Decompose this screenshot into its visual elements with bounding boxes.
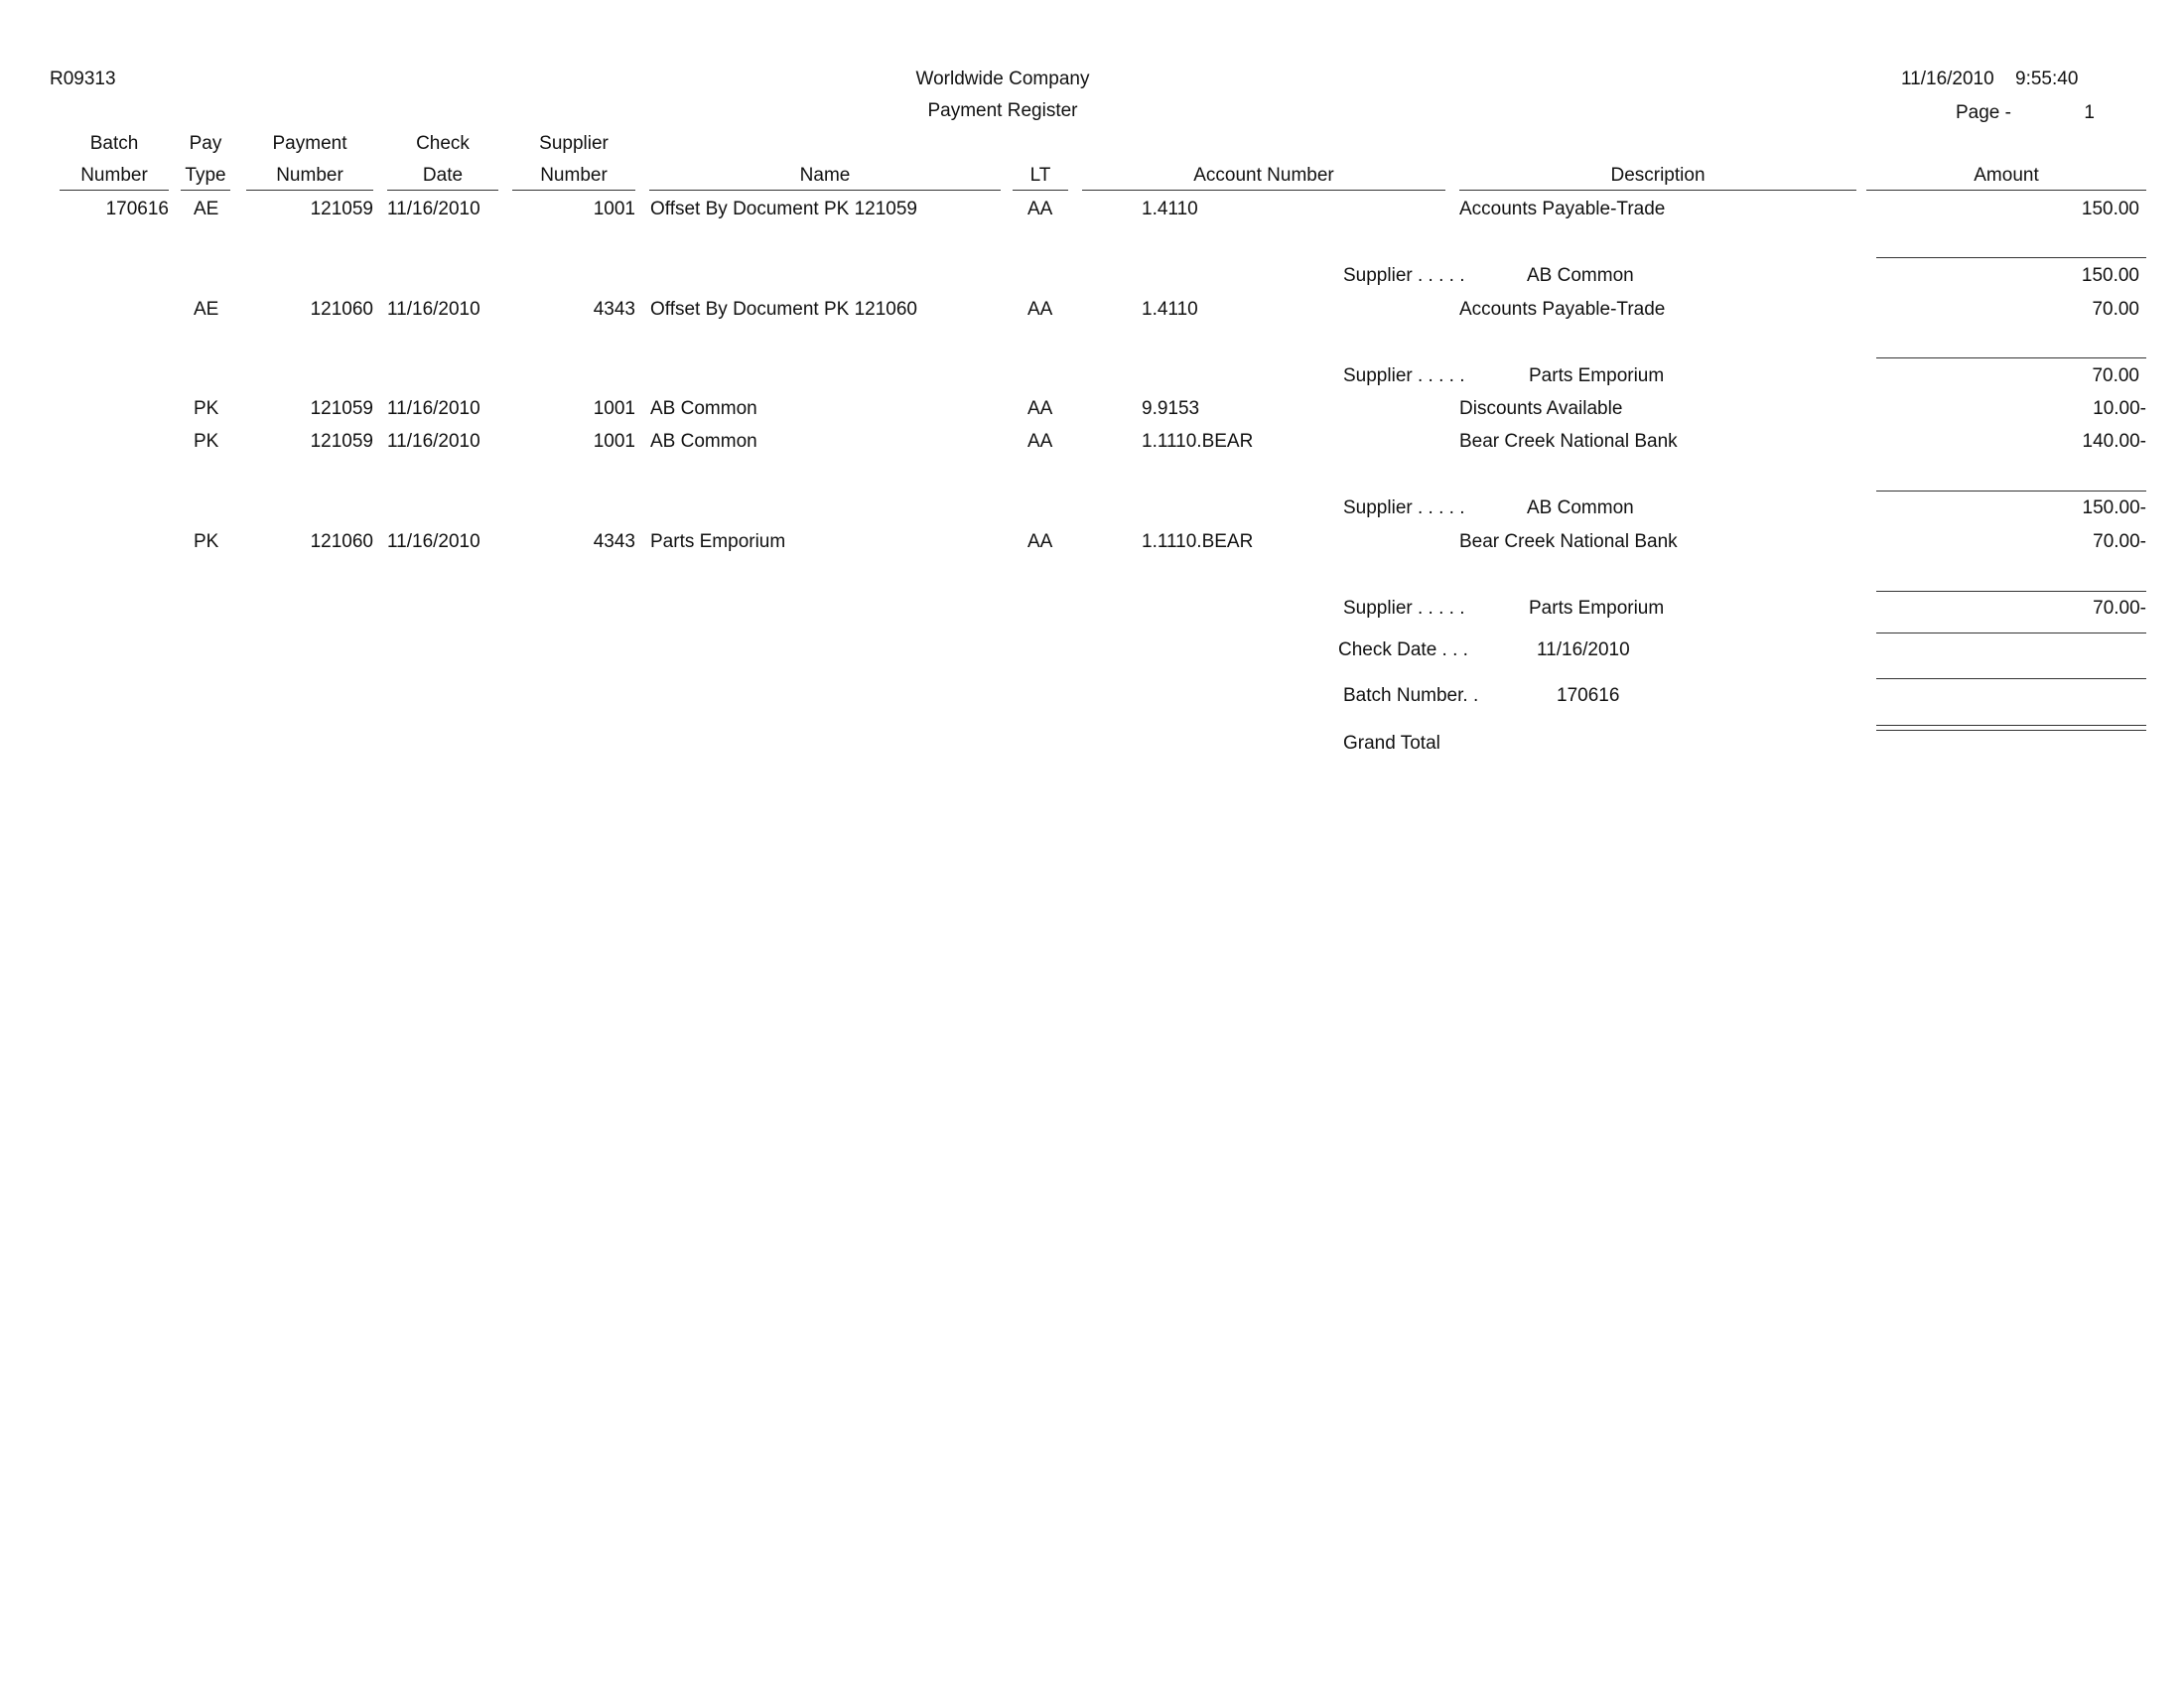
col-paytype-rule bbox=[181, 190, 230, 191]
cell-pay-type: PK bbox=[194, 398, 219, 419]
col-check-line2: Date bbox=[422, 165, 464, 186]
col-paytype-line2: Type bbox=[185, 165, 226, 186]
batch-total-value: 170616 bbox=[1557, 685, 1620, 706]
col-supplier-rule bbox=[512, 190, 635, 191]
cell-check-date: 11/16/2010 bbox=[387, 398, 480, 419]
cell-lt: AA bbox=[1027, 431, 1053, 452]
cell-payment-number: 121060 bbox=[310, 531, 373, 552]
cell-name: AB Common bbox=[650, 398, 757, 419]
cell-description: Accounts Payable-Trade bbox=[1459, 199, 1666, 219]
col-description: Description bbox=[1610, 165, 1706, 186]
cell-check-date: 11/16/2010 bbox=[387, 531, 480, 552]
col-check-rule bbox=[387, 190, 498, 191]
col-payment-rule bbox=[246, 190, 373, 191]
report-date: 11/16/2010 bbox=[1901, 69, 1994, 89]
cell-lt: AA bbox=[1027, 398, 1053, 419]
cell-pay-type: PK bbox=[194, 431, 219, 452]
check-date-total-value: 11/16/2010 bbox=[1537, 639, 1630, 660]
col-description-rule bbox=[1459, 190, 1856, 191]
cell-amount: 10.00- bbox=[2093, 398, 2146, 419]
cell-payment-number: 121060 bbox=[310, 299, 373, 320]
cell-check-date: 11/16/2010 bbox=[387, 431, 480, 452]
cell-lt: AA bbox=[1027, 531, 1053, 552]
col-amount: Amount bbox=[1974, 165, 2039, 186]
col-name: Name bbox=[799, 165, 851, 186]
cell-name: AB Common bbox=[650, 431, 757, 452]
cell-name: Parts Emporium bbox=[650, 531, 786, 552]
report-title: Payment Register bbox=[927, 100, 1078, 121]
cell-amount: 70.00- bbox=[2093, 531, 2146, 552]
cell-description: Discounts Available bbox=[1459, 398, 1623, 419]
cell-payment-number: 121059 bbox=[310, 199, 373, 219]
col-check-line1: Check bbox=[416, 133, 470, 154]
cell-check-date: 11/16/2010 bbox=[387, 199, 480, 219]
cell-lt: AA bbox=[1027, 299, 1053, 320]
subtotal-supplier-name: AB Common bbox=[1527, 265, 1634, 286]
check-date-total-label: Check Date . . . bbox=[1338, 639, 1468, 660]
subtotal-rule bbox=[1876, 591, 2146, 592]
cell-supplier-number: 4343 bbox=[593, 299, 635, 320]
col-batch-line2: Number bbox=[80, 165, 148, 186]
col-supplier-line1: Supplier bbox=[539, 133, 609, 154]
subtotal-supplier-name: Parts Emporium bbox=[1529, 365, 1665, 386]
cell-pay-type: AE bbox=[194, 199, 219, 219]
subtotal-amount: 70.00 bbox=[2092, 365, 2139, 386]
cell-name: Offset By Document PK 121060 bbox=[650, 299, 917, 320]
cell-amount: 150.00 bbox=[2081, 199, 2139, 219]
subtotal-supplier-name: AB Common bbox=[1527, 497, 1634, 518]
batch-total-label: Batch Number. . bbox=[1343, 685, 1479, 706]
cell-pay-type: AE bbox=[194, 299, 219, 320]
cell-check-date: 11/16/2010 bbox=[387, 299, 480, 320]
col-payment-line1: Payment bbox=[272, 133, 347, 154]
cell-batch: 170616 bbox=[105, 199, 169, 219]
col-amount-rule bbox=[1866, 190, 2146, 191]
cell-supplier-number: 1001 bbox=[593, 199, 635, 219]
cell-payment-number: 121059 bbox=[310, 431, 373, 452]
cell-account: 1.1110.BEAR bbox=[1142, 431, 1254, 452]
cell-supplier-number: 1001 bbox=[593, 398, 635, 419]
report-id: R09313 bbox=[50, 69, 116, 89]
cell-account: 1.4110 bbox=[1142, 299, 1198, 320]
cell-amount: 70.00 bbox=[2092, 299, 2139, 320]
cell-amount: 140.00- bbox=[2082, 431, 2146, 452]
col-lt-rule bbox=[1013, 190, 1068, 191]
cell-account: 9.9153 bbox=[1142, 398, 1200, 419]
col-lt: LT bbox=[1029, 165, 1051, 186]
grand-total-label: Grand Total bbox=[1343, 733, 1440, 754]
col-account: Account Number bbox=[1193, 165, 1334, 186]
cell-account: 1.4110 bbox=[1142, 199, 1198, 219]
cell-description: Bear Creek National Bank bbox=[1459, 431, 1678, 452]
col-supplier-line2: Number bbox=[540, 165, 608, 186]
subtotal-label: Supplier . . . . . bbox=[1343, 265, 1465, 286]
page-number: 1 bbox=[2084, 102, 2095, 123]
cell-lt: AA bbox=[1027, 199, 1053, 219]
report-time: 9:55:40 bbox=[2015, 69, 2079, 89]
subtotal-amount: 70.00- bbox=[2093, 598, 2146, 619]
cell-pay-type: PK bbox=[194, 531, 219, 552]
subtotal-amount: 150.00- bbox=[2082, 497, 2146, 518]
company-name: Worldwide Company bbox=[915, 69, 1090, 89]
subtotal-amount: 150.00 bbox=[2081, 265, 2139, 286]
cell-supplier-number: 4343 bbox=[593, 531, 635, 552]
col-payment-line2: Number bbox=[276, 165, 343, 186]
cell-description: Accounts Payable-Trade bbox=[1459, 299, 1666, 320]
subtotal-rule bbox=[1876, 357, 2146, 358]
batch-total-rule bbox=[1876, 678, 2146, 679]
col-paytype-line1: Pay bbox=[189, 133, 222, 154]
col-batch-rule bbox=[60, 190, 169, 191]
subtotal-supplier-name: Parts Emporium bbox=[1529, 598, 1665, 619]
subtotal-rule bbox=[1876, 491, 2146, 492]
cell-name: Offset By Document PK 121059 bbox=[650, 199, 917, 219]
cell-account: 1.1110.BEAR bbox=[1142, 531, 1254, 552]
subtotal-rule bbox=[1876, 257, 2146, 258]
cell-supplier-number: 1001 bbox=[593, 431, 635, 452]
col-name-rule bbox=[649, 190, 1001, 191]
page-label: Page - bbox=[1956, 102, 2011, 123]
subtotal-label: Supplier . . . . . bbox=[1343, 365, 1465, 386]
col-batch-line1: Batch bbox=[89, 133, 139, 154]
col-account-rule bbox=[1082, 190, 1445, 191]
grand-total-rule-bottom bbox=[1876, 730, 2146, 731]
subtotal-label: Supplier . . . . . bbox=[1343, 598, 1465, 619]
grand-total-rule-top bbox=[1876, 725, 2146, 726]
cell-description: Bear Creek National Bank bbox=[1459, 531, 1678, 552]
subtotal-label: Supplier . . . . . bbox=[1343, 497, 1465, 518]
cell-payment-number: 121059 bbox=[310, 398, 373, 419]
